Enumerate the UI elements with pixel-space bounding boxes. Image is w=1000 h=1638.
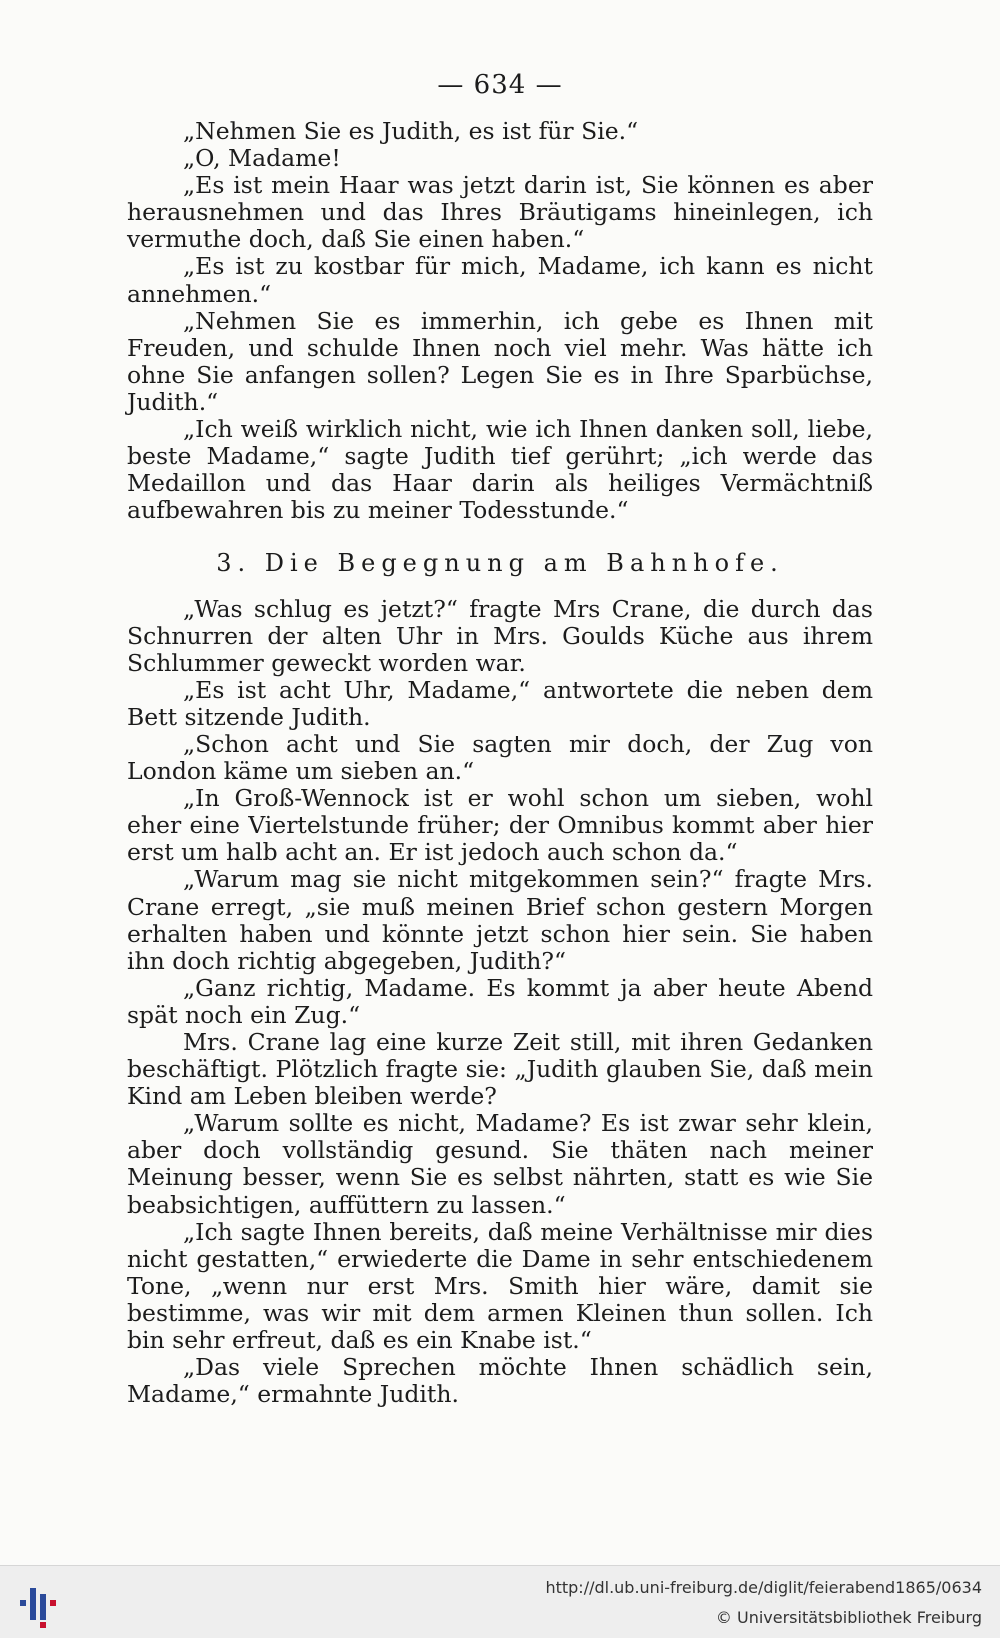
document-url-link[interactable]: http://dl.ub.uni-freiburg.de/diglit/feierabend1865/0634 (545, 1578, 982, 1597)
paragraph: „Das viele Sprechen möchte Ihnen schädlich sein, Madame,“ ermahnte Judith. (127, 1353, 873, 1409)
paragraph: „Es ist zu kostbar für mich, Madame, ich kann es nicht annehmen.“ (127, 252, 873, 308)
paragraph: Mrs. Crane lag eine kurze Zeit still, mit ihren Gedanken beschäftigt. Plötzlich fragte sie: „Judith glauben Sie, daß mein Kind am Leben bleiben werde? (127, 1028, 873, 1111)
paragraph: „Ich weiß wirklich nicht, wie ich Ihnen danken soll, liebe, beste Madame,“ sagte Judith tief gerührt; „ich werde das Medaillon und das Haar darin als heiliges Vermächtniß aufbewahren bis zu meiner Todesstunde.“ (127, 415, 873, 525)
paragraph: „Schon acht und Sie sagten mir doch, der Zug von London käme um sieben an.“ (127, 729, 873, 786)
paragraph: „Nehmen Sie es immerhin, ich gebe es Ihnen mit Freuden, und schulde Ihnen noch viel mehr. Was hätte ich ohne Sie anfangen sollen? Legen Sie es in Ihre Sparbüchse, Judith.“ (127, 306, 873, 416)
paragraph: „Warum sollte es nicht, Madame? Es ist zwar sehr klein, aber doch vollständig gesund. Sie thäten nach meiner Meinung besser, wenn Sie es selbst nährten, statt es wie Sie beabsichtigen, auffüttern zu lassen.“ (127, 1109, 873, 1219)
paragraph: „Es ist acht Uhr, Madame,“ antwortete die neben dem Bett sitzende Judith. (127, 675, 873, 731)
library-footer (0, 1565, 1000, 1638)
paragraph: „Nehmen Sie es Judith, es ist für Sie.“ (183, 117, 639, 145)
paragraph: „O, Madame! (183, 144, 341, 173)
paragraph: „Ich sagte Ihnen bereits, daß meine Verhältnisse mir dies nicht gestatten,“ erwiederte die Dame in sehr entschiedenem Tone, „wenn nur erst Mrs. Smith hier wäre, damit sie bestimme, was wir mit dem armen Kleinen thun sollen. Ich bin sehr erfreut, daß es ein Knabe ist.“ (127, 1217, 873, 1355)
section-heading: 3. Die Begegnung am Bahnhofe. (216, 549, 784, 578)
page-text (127, 118, 873, 1408)
paragraph: „In Groß-Wennock ist er wohl schon um sieben, wohl eher eine Viertelstunde früher; der Omnibus kommt aber hier erst um halb acht an. Er ist jedoch auch schon da.“ (127, 784, 873, 867)
copyright-notice: © Universitätsbibliothek Freiburg (715, 1608, 982, 1627)
page-number: — 634 — (437, 70, 563, 100)
paragraph: „Es ist mein Haar was jetzt darin ist, Sie können es aber herausnehmen und das Ihres Bräutigams hineinlegen, ich vermuthe doch, daß Sie einen haben.“ (127, 171, 873, 254)
ub-freiburg-logo-icon (16, 1580, 64, 1628)
paragraph: „Warum mag sie nicht mitgekommen sein?“ fragte Mrs. Crane erregt, „sie muß meinen Brief schon gestern Morgen erhalten haben und könnte jetzt schon hier sein. Sie haben ihn doch richtig abgegeben, Judith?“ (127, 865, 873, 975)
paragraph: „Was schlug es jetzt?“ fragte Mrs Crane, die durch das Schnurren der alten Uhr in Mrs. Goulds Küche aus ihrem Schlummer geweckt worden war. (127, 594, 873, 677)
paragraph: „Ganz richtig, Madame. Es kommt ja aber heute Abend spät noch ein Zug.“ (127, 973, 873, 1029)
